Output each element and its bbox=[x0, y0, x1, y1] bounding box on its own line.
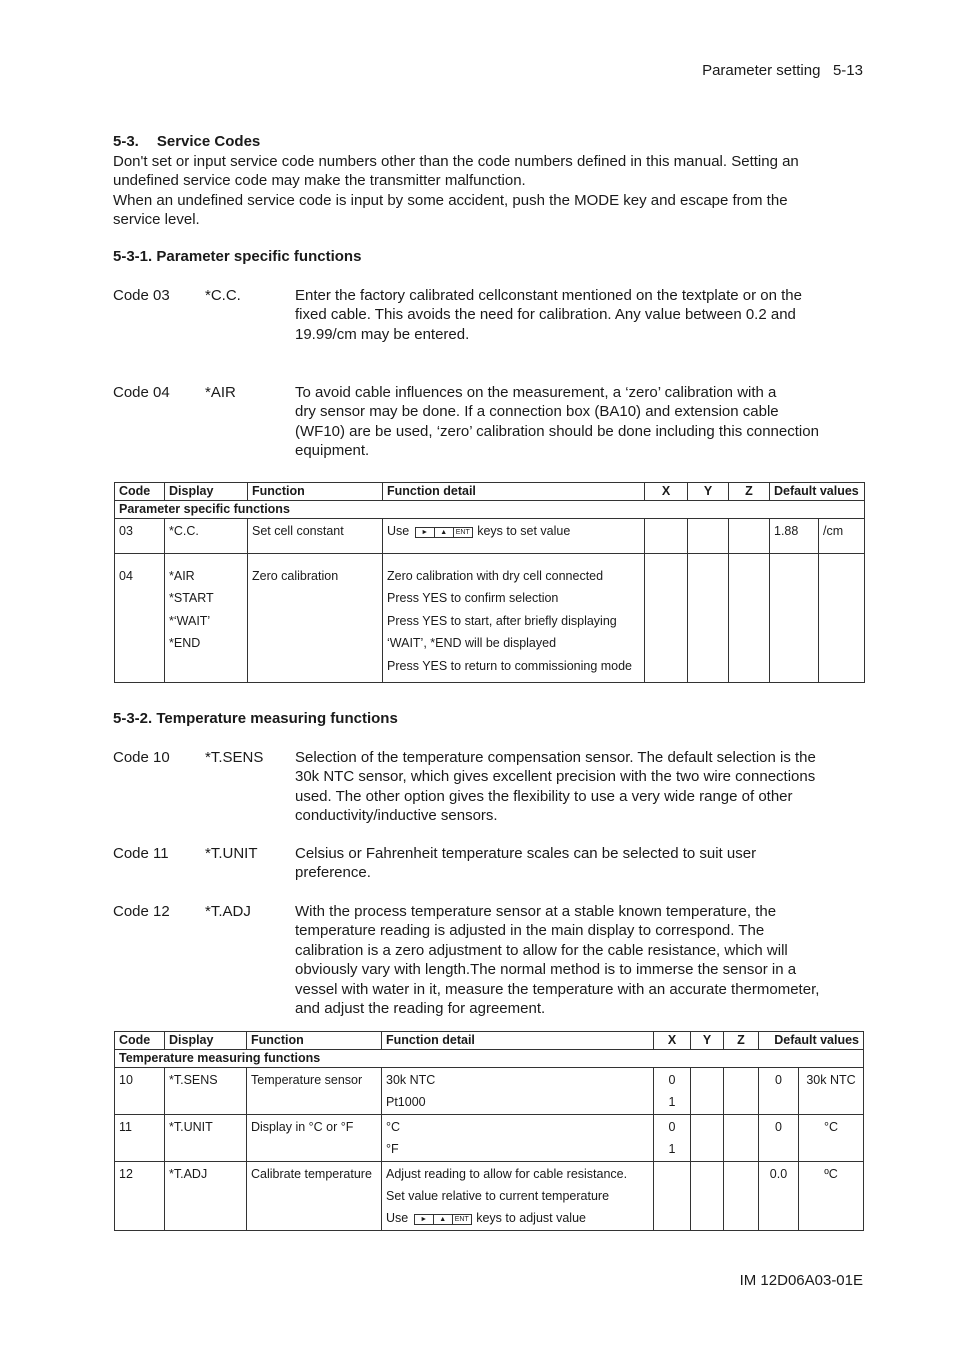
code-description bbox=[295, 844, 865, 883]
cell-x: 1 bbox=[668, 1095, 676, 1110]
col-header: Function bbox=[248, 483, 383, 501]
code-label: Code 11 bbox=[113, 845, 169, 862]
code-description bbox=[295, 286, 865, 344]
cell-display: *T.SENS bbox=[169, 1073, 218, 1087]
code-label: Code 12 bbox=[113, 903, 170, 920]
cell-detail: °C bbox=[386, 1119, 401, 1134]
cell-detail: ‘WAIT’, *END will be displayed bbox=[387, 636, 557, 651]
code-name: *AIR bbox=[205, 384, 236, 401]
desc-line: (WF10) are be used, ‘zero’ calibration should be done including this connection bbox=[295, 422, 819, 440]
desc-line: 30k NTC sensor, which gives excellent precision with the two wire connections bbox=[295, 768, 816, 786]
desc-line: Selection of the temperature compensation sensor. The default selection is the bbox=[295, 749, 816, 766]
cell-default-value: 1.88 bbox=[774, 524, 799, 538]
desc-line: dry sensor may be done. If a connection box (BA10) and extension cable bbox=[295, 403, 779, 421]
cell-function: Set cell constant bbox=[252, 524, 344, 538]
col-header: Code bbox=[115, 1032, 165, 1050]
cell-display: *C.C. bbox=[169, 524, 199, 538]
cell-code: 03 bbox=[119, 524, 133, 538]
col-header: Display bbox=[165, 483, 248, 501]
cell-x: 0 bbox=[668, 1073, 676, 1087]
cell-display: *AIR bbox=[169, 569, 195, 583]
cell-detail: Adjust reading to allow for cable resistance. bbox=[386, 1166, 628, 1181]
cell-display: *END bbox=[169, 636, 201, 651]
detail-post: keys to adjust value bbox=[476, 1211, 586, 1226]
cell-display: *‘WAIT’ bbox=[169, 613, 211, 628]
detail-post: keys to set value bbox=[477, 524, 571, 538]
desc-line: calibration is a zero adjustment to allow for the cable resistance, which will bbox=[295, 941, 788, 959]
temperature-functions-table bbox=[114, 1031, 864, 1231]
table-row bbox=[115, 1161, 864, 1230]
table-row bbox=[115, 554, 865, 683]
col-header: X bbox=[654, 1032, 691, 1050]
col-header: Function bbox=[247, 1032, 382, 1050]
section-intro bbox=[113, 152, 863, 230]
intro-line: service level. bbox=[113, 211, 200, 229]
desc-line: temperature reading is adjusted in the main display to correspond. The bbox=[295, 922, 765, 940]
page-number: 5-13 bbox=[832, 62, 863, 79]
desc-line: Enter the factory calibrated cellconstant mentioned on the textplate or on the bbox=[295, 287, 802, 304]
cell-detail bbox=[386, 1207, 649, 1229]
code-description bbox=[295, 748, 865, 826]
code-label: Code 03 bbox=[113, 287, 170, 304]
desc-line: Celsius or Fahrenheit temperature scales can be selected to suit user bbox=[295, 845, 757, 862]
cell-detail: Press YES to confirm selection bbox=[387, 591, 559, 606]
section-title: Service Codes bbox=[156, 133, 261, 150]
desc-line: conductivity/inductive sensors. bbox=[295, 807, 498, 825]
desc-line: To avoid cable influences on the measurement, a ‘zero’ calibration with a bbox=[295, 384, 777, 401]
cell-x: 1 bbox=[668, 1142, 676, 1157]
table-row bbox=[115, 1114, 864, 1161]
cell-function: Calibrate temperature bbox=[251, 1166, 372, 1181]
table-row bbox=[115, 519, 865, 554]
cell-code: 11 bbox=[119, 1119, 132, 1134]
cell-function: Temperature sensor bbox=[251, 1073, 363, 1087]
table-header-row bbox=[115, 1032, 864, 1050]
desc-line: and adjust the reading for agreement. bbox=[295, 1000, 546, 1018]
cell-detail: Pt1000 bbox=[386, 1095, 426, 1110]
subsection-1-title: 5-3-1. Parameter specific functions bbox=[113, 248, 362, 265]
section-number: 5-3. bbox=[113, 133, 139, 150]
col-header: Z bbox=[724, 1032, 759, 1050]
cell-default-unit: ºC bbox=[824, 1166, 838, 1181]
detail-pre: Use bbox=[387, 524, 410, 538]
col-header: Z bbox=[729, 483, 770, 501]
code-name: *T.UNIT bbox=[205, 845, 258, 862]
cell-default-value: 0 bbox=[775, 1073, 782, 1087]
col-header: Y bbox=[691, 1032, 724, 1050]
enter-key-icon: ENT bbox=[453, 527, 473, 538]
table-row bbox=[115, 1068, 864, 1115]
parameter-functions-table bbox=[114, 482, 865, 683]
desc-line: fixed cable. This avoids the need for calibration. Any value between 0.2 and bbox=[295, 306, 796, 324]
header-title: Parameter setting bbox=[702, 62, 821, 79]
cell-detail: Press YES to return to commissioning mode bbox=[387, 658, 633, 673]
cell-function: Zero calibration bbox=[252, 569, 339, 583]
desc-line: obviously vary with length.The normal method is to immerse the sensor in a bbox=[295, 961, 797, 979]
cell-x: 0 bbox=[668, 1119, 676, 1134]
subsection-2-title: 5-3-2. Temperature measuring functions bbox=[113, 710, 398, 727]
key-group bbox=[414, 1208, 471, 1230]
detail-pre: Use bbox=[386, 1211, 409, 1226]
intro-line: undefined service code may make the transmitter malfunction. bbox=[113, 172, 526, 190]
col-header: X bbox=[645, 483, 688, 501]
enter-key-icon: ENT bbox=[452, 1214, 472, 1225]
right-arrow-key-icon: ► bbox=[415, 527, 435, 538]
cell-detail: Press YES to start, after briefly displaying bbox=[387, 613, 617, 628]
cell-code: 12 bbox=[119, 1166, 133, 1181]
desc-line: 19.99/cm may be entered. bbox=[295, 325, 470, 343]
cell-detail: 30k NTC bbox=[386, 1073, 436, 1087]
cell-detail: Set value relative to current temperature bbox=[386, 1188, 610, 1203]
cell-display: *T.UNIT bbox=[169, 1119, 213, 1134]
intro-line: When an undefined service code is input by some accident, push the MODE key and escape from the bbox=[113, 191, 788, 209]
cell-default-value: 0 bbox=[775, 1119, 782, 1134]
up-arrow-key-icon: ▲ bbox=[434, 527, 454, 538]
col-header: Y bbox=[688, 483, 729, 501]
code-name: *C.C. bbox=[205, 287, 241, 304]
cell-code: 10 bbox=[119, 1073, 133, 1087]
cell-display: *T.ADJ bbox=[169, 1166, 208, 1181]
desc-line: preference. bbox=[295, 864, 371, 882]
cell-detail: °F bbox=[386, 1142, 399, 1157]
col-header: Display bbox=[165, 1032, 247, 1050]
desc-line: used. The other option gives the flexibility to use a very wide range of other bbox=[295, 787, 793, 805]
cell-display: *START bbox=[169, 591, 214, 606]
document-id: IM 12D06A03-01E bbox=[739, 1272, 863, 1289]
col-header: Function detail bbox=[383, 483, 645, 501]
cell-code: 04 bbox=[119, 569, 133, 583]
col-header: Default values bbox=[770, 483, 865, 501]
code-description bbox=[295, 383, 865, 461]
right-arrow-key-icon: ► bbox=[414, 1214, 434, 1225]
desc-line: With the process temperature sensor at a stable known temperature, the bbox=[295, 903, 777, 920]
group-label: Temperature measuring functions bbox=[115, 1050, 864, 1068]
section-heading bbox=[113, 133, 260, 150]
code-name: *T.ADJ bbox=[205, 903, 251, 920]
key-group bbox=[415, 521, 472, 543]
table-header-row bbox=[115, 483, 865, 501]
table-group-row bbox=[115, 501, 865, 519]
cell-default-value: 0.0 bbox=[769, 1166, 788, 1181]
cell-function: Display in °C or °F bbox=[251, 1119, 354, 1134]
cell-default-unit: 30k NTC bbox=[806, 1073, 856, 1087]
code-description bbox=[295, 902, 865, 1018]
desc-line: vessel with water in it, measure the temperature with an accurate thermometer, bbox=[295, 980, 820, 998]
up-arrow-key-icon: ▲ bbox=[433, 1214, 453, 1225]
cell-default-unit: /cm bbox=[823, 524, 844, 538]
cell-default-unit: °C bbox=[823, 1119, 839, 1134]
table-group-row bbox=[115, 1050, 864, 1068]
col-header: Code bbox=[115, 483, 165, 501]
code-label: Code 04 bbox=[113, 384, 170, 401]
cell-detail bbox=[387, 520, 640, 542]
code-label: Code 10 bbox=[113, 749, 170, 766]
desc-line: equipment. bbox=[295, 442, 370, 460]
cell-detail: Zero calibration with dry cell connected bbox=[387, 569, 604, 583]
col-header: Default values bbox=[759, 1032, 864, 1050]
col-header: Function detail bbox=[382, 1032, 654, 1050]
group-label: Parameter specific functions bbox=[115, 501, 865, 519]
intro-line: Don't set or input service code numbers other than the code numbers defined in this manual. Setting an bbox=[113, 153, 799, 170]
page-header bbox=[702, 62, 863, 79]
code-name: *T.SENS bbox=[205, 749, 264, 766]
